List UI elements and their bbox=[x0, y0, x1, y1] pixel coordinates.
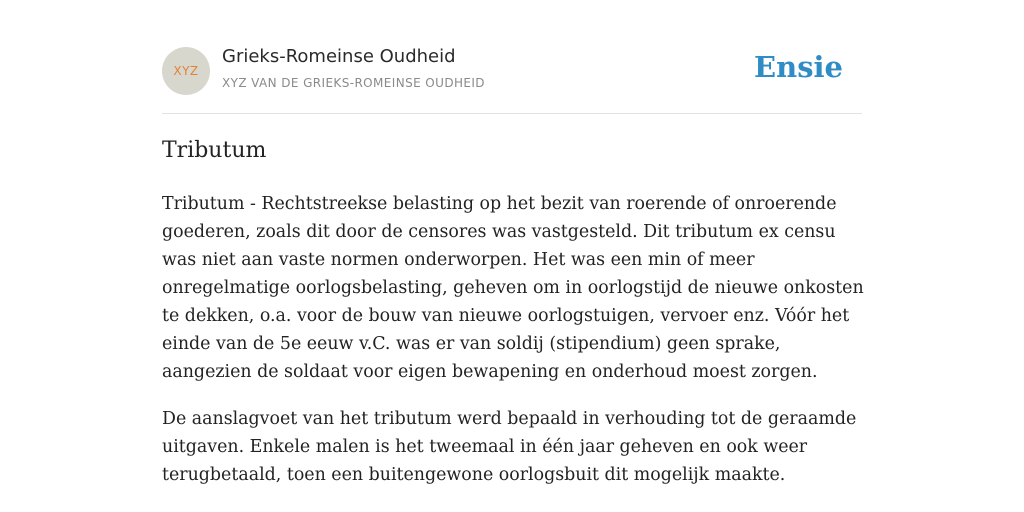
source-subtitle: XYZ VAN DE GRIEKS-ROMEINSE OUDHEID bbox=[222, 76, 485, 90]
source-avatar[interactable]: XYZ bbox=[162, 47, 210, 95]
source-title[interactable]: Grieks-Romeinse Oudheid bbox=[222, 46, 456, 67]
article-paragraph: De aanslagvoet van het tributum werd bepaald in verhouding tot de geraamde uitgaven. Enkele malen is het tweemaal in één jaar geheven en ook weer terugbetaald, toen een buitengewone oorlogsbuit dit mogelijk maakte. bbox=[162, 409, 857, 485]
header-divider bbox=[162, 113, 862, 114]
article-paragraph: Tributum - Rechtstreekse belasting op het bezit van roerende of onroerende goederen, zoals dit door de censores was vastgesteld. Dit tributum ex censu was niet aan vaste normen onderworpen. Het was een min of meer onregelmatige oorlogsbelasting, geheven om in oorlogstijd de nieuwe onkosten te dekken, o.a. voor de bouw van nieuwe oorlogstuigen, vervoer enz. Vóór het einde van de 5e eeuw v.C. was er van soldij (stipendium) geen sprake, aangezien de soldaat voor eigen bewapening en onderhoud moest zorgen. bbox=[162, 194, 864, 382]
article-title: Tributum bbox=[162, 138, 267, 163]
source-header bbox=[162, 44, 862, 100]
ensie-logo-link[interactable]: Ensie bbox=[754, 50, 843, 84]
article-body bbox=[162, 190, 867, 508]
